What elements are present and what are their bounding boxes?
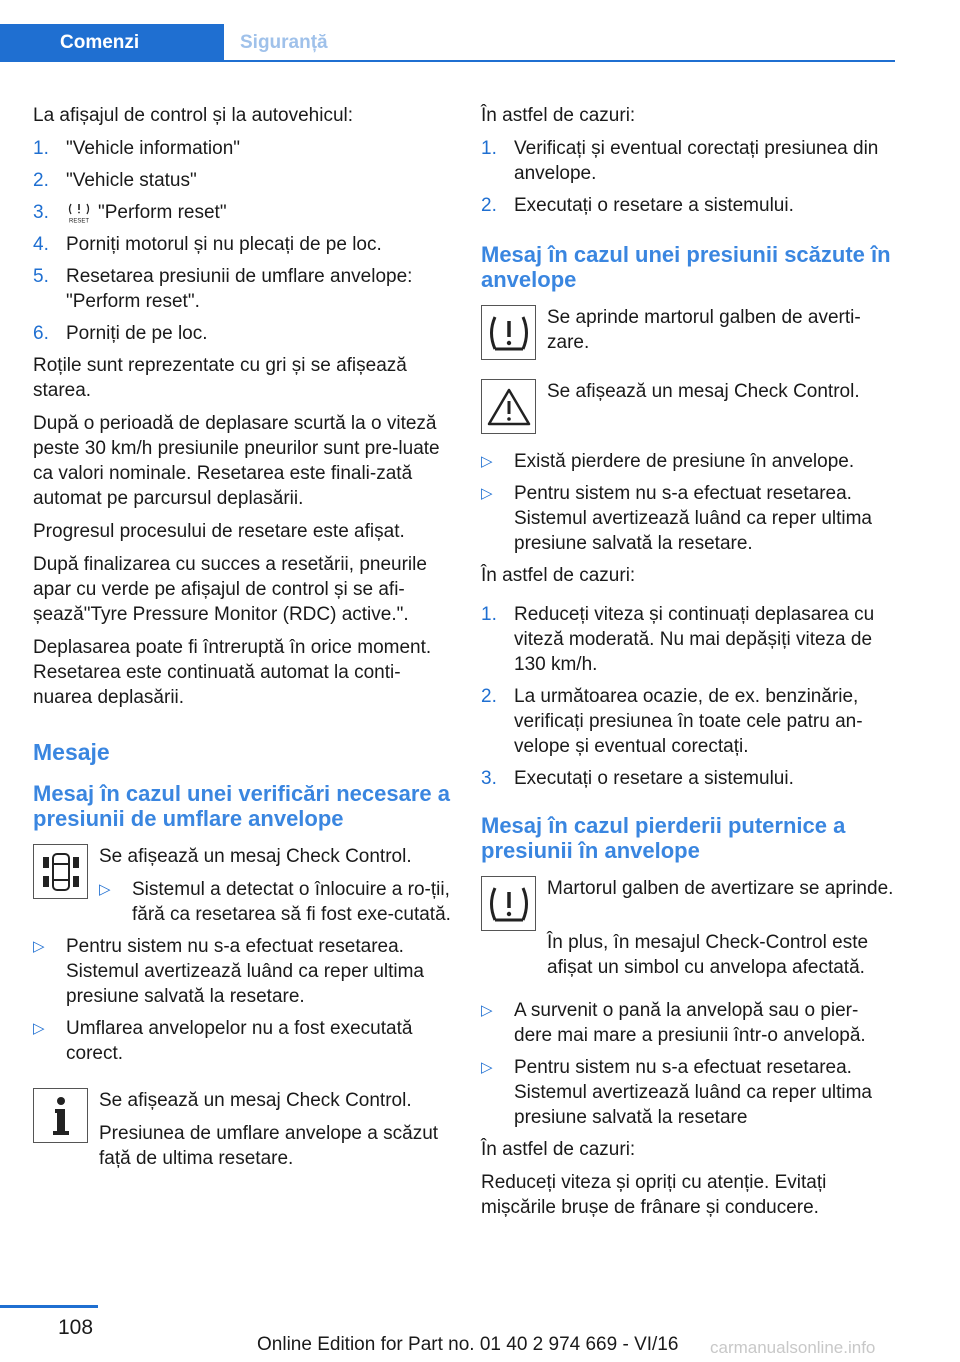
in-plus-text-content: În plus, în mesajul Check-Control este afișat un simbol cu anvelopa afectată. xyxy=(547,932,869,978)
in-plus-text xyxy=(481,930,896,980)
list-item-text: "Vehicle information" xyxy=(66,138,241,159)
tab-siguranta[interactable]: Siguranță xyxy=(240,32,328,53)
paragraph: Progresul procesului de resetare este afișat. xyxy=(33,521,405,542)
watermark: carmanualsonline.info xyxy=(710,1338,876,1357)
bullet-triangle-icon: ▷ xyxy=(33,1020,45,1037)
tire-pressure-warning-icon xyxy=(481,876,536,931)
reset-steps-list xyxy=(33,136,451,346)
edition-text: Online Edition for Part no. 01 40 2 974 669 - VI/16 xyxy=(257,1334,679,1355)
warning-lamp-text: Martorul galben de avertizare se aprinde. xyxy=(547,878,894,899)
list-item-text: Pentru sistem nu s-a efectuat resetarea. Sistemul avertizează luând ca reper ultima presiune salvată la resetare xyxy=(514,1057,873,1128)
list-item-text: Porniți de pe loc. xyxy=(66,323,208,344)
tire-pressure-warning-icon xyxy=(481,305,536,360)
bullet-triangle-icon: ▷ xyxy=(481,453,493,470)
list-item xyxy=(33,200,451,225)
list-item-text: Există pierdere de presiune în anvelope. xyxy=(514,451,855,472)
bullet-triangle-icon: ▷ xyxy=(481,485,493,502)
paragraph: În astfel de cazuri: xyxy=(481,1139,636,1160)
bullet-triangle-icon: ▷ xyxy=(33,938,45,955)
list-item-text: Reduceți viteza și continuați deplasarea cu viteză moderată. Nu mai depășiți viteza de 130 km/h. xyxy=(514,604,875,675)
bullet-list xyxy=(481,449,896,556)
list-item-text: Executați o resetare a sistemului. xyxy=(514,195,794,216)
check-control-text: Se afișează un mesaj Check Control. xyxy=(99,846,412,867)
bullet-list xyxy=(481,998,896,1130)
warning-triangle-icon xyxy=(481,379,536,434)
list-number: 5. xyxy=(33,266,49,287)
inner-bullet-list xyxy=(99,877,451,927)
left-column xyxy=(33,103,451,1179)
warning-lamp-row xyxy=(481,876,896,934)
list-item-text: "Vehicle status" xyxy=(66,170,197,191)
list-item-text: Porniți motorul și nu plecați de pe loc. xyxy=(66,234,382,255)
page-number: 108 xyxy=(58,1316,94,1339)
bullet-triangle-icon: ▷ xyxy=(99,881,111,898)
info-icon xyxy=(33,1088,88,1143)
paragraph: În astfel de cazuri: xyxy=(481,105,636,126)
list-item xyxy=(481,193,896,218)
list-number: 1. xyxy=(33,138,49,159)
check-control-text: Se afișează un mesaj Check Control. xyxy=(547,381,860,402)
header-tabbar xyxy=(0,24,895,62)
warning-lamp-text: Se aprinde martorul galben de averti‐zare. xyxy=(547,307,861,353)
paragraph: Reduceți viteza și opriți cu atenție. Evitați mișcările brușe de frânare și conducere. xyxy=(481,1172,827,1218)
list-number: 1. xyxy=(481,604,497,625)
vehicle-tires-icon xyxy=(33,844,88,899)
cases-steps-list xyxy=(481,136,896,218)
list-item xyxy=(33,934,451,1009)
right-column xyxy=(481,103,896,1228)
list-item xyxy=(481,136,896,186)
bullet-triangle-icon: ▷ xyxy=(481,1002,493,1019)
list-number: 2. xyxy=(481,686,497,707)
paragraph: Deplasarea poate fi întreruptă în orice moment. Resetarea este continuată automat la conti‐nuarea deplasării. xyxy=(33,637,432,708)
list-item xyxy=(99,877,451,927)
list-item xyxy=(33,264,451,314)
warning-lamp-row xyxy=(481,305,896,363)
list-item-text: Executați o resetare a sistemului. xyxy=(514,768,794,789)
svg-text:RESET: RESET xyxy=(68,218,90,224)
heading-low-pressure: Mesaj în cazul unei presiunii scăzute în anvelope xyxy=(481,242,891,292)
heading-verificari: Mesaj în cazul unei verificări necesare a presiunii de umflare anvelope xyxy=(33,781,450,831)
list-item-text: A survenit o pană la anvelopă sau o pier‐dere mai mare a presiunii într-o anvelopă. xyxy=(514,1000,866,1046)
tire-reset-icon xyxy=(66,202,92,224)
paragraph: După finalizarea cu succes a resetării, pneurile apar cu verde pe afișajul de control și se afi‐șează"Tyre Pressure Monitor (RDC) active.". xyxy=(33,554,427,625)
list-item xyxy=(481,1055,896,1130)
heading-strong-loss: Mesaj în cazul pierderii puternice a presiunii în anvelope xyxy=(481,813,846,863)
list-number: 2. xyxy=(33,170,49,191)
tab-comenzi[interactable]: Comenzi xyxy=(0,24,224,62)
cases-steps-list xyxy=(481,602,896,791)
list-number: 2. xyxy=(481,195,497,216)
list-number: 3. xyxy=(481,768,497,789)
check-control-text: Se afișează un mesaj Check Control. xyxy=(99,1090,412,1111)
list-item-text: Sistemul a detectat o înlocuire a ro‐ții, fără ca resetarea să fi fost exe‐cutată. xyxy=(132,879,451,925)
list-item-text: Pentru sistem nu s-a efectuat resetarea. Sistemul avertizează luând ca reper ultima presiune salvată la resetare. xyxy=(514,483,873,554)
bullet-list xyxy=(33,934,451,1066)
list-item-text: Pentru sistem nu s-a efectuat resetarea. Sistemul avertizează luând ca reper ultima presiune salvată la resetare. xyxy=(66,936,425,1007)
list-number: 4. xyxy=(33,234,49,255)
list-item xyxy=(481,602,896,677)
info-message-row xyxy=(33,1088,451,1171)
footer-line xyxy=(0,1305,98,1308)
check-control-row xyxy=(33,844,451,927)
pressure-drop-text: Presiunea de umflare anvelope a scăzut față de ultima resetare. xyxy=(99,1123,439,1169)
list-item xyxy=(33,321,451,346)
list-item xyxy=(33,1016,451,1066)
list-number: 6. xyxy=(33,323,49,344)
list-item xyxy=(481,766,896,791)
paragraph: În astfel de cazuri: xyxy=(481,565,636,586)
check-control-row xyxy=(481,379,896,437)
list-item xyxy=(481,684,896,759)
list-item-text: La următoarea ocazie, de ex. benzinărie, verificați presiunea în toate cele patru an‐velope și eventual corectați. xyxy=(514,686,863,757)
heading-mesaje: Mesaje xyxy=(33,739,110,765)
list-item xyxy=(481,449,896,474)
list-item-text: Umflarea anvelopelor nu a fost executată corect. xyxy=(66,1018,413,1064)
list-item-text: "Perform reset" xyxy=(98,202,227,223)
list-number: 1. xyxy=(481,138,497,159)
list-item-text: Resetarea presiunii de umflare anvelope: "Perform reset". xyxy=(66,266,413,312)
list-item xyxy=(33,168,451,193)
list-number: 3. xyxy=(33,202,49,223)
list-item-text: Verificați și eventual corectați presiunea din anvelope. xyxy=(514,138,879,184)
list-item xyxy=(481,481,896,556)
intro-text: La afișajul de control și la autovehicul: xyxy=(33,105,354,126)
list-item xyxy=(481,998,896,1048)
list-item xyxy=(33,232,451,257)
paragraph: După o perioadă de deplasare scurtă la o viteză peste 30 km/h presiunile pneurilor sunt pre‐luate ca valori nominale. Resetarea este finali‐zată automat pe parcursul deplasării. xyxy=(33,413,440,509)
bullet-triangle-icon: ▷ xyxy=(481,1059,493,1076)
list-item xyxy=(33,136,451,161)
paragraph: Roțile sunt reprezentate cu gri și se afișează starea. xyxy=(33,355,407,401)
